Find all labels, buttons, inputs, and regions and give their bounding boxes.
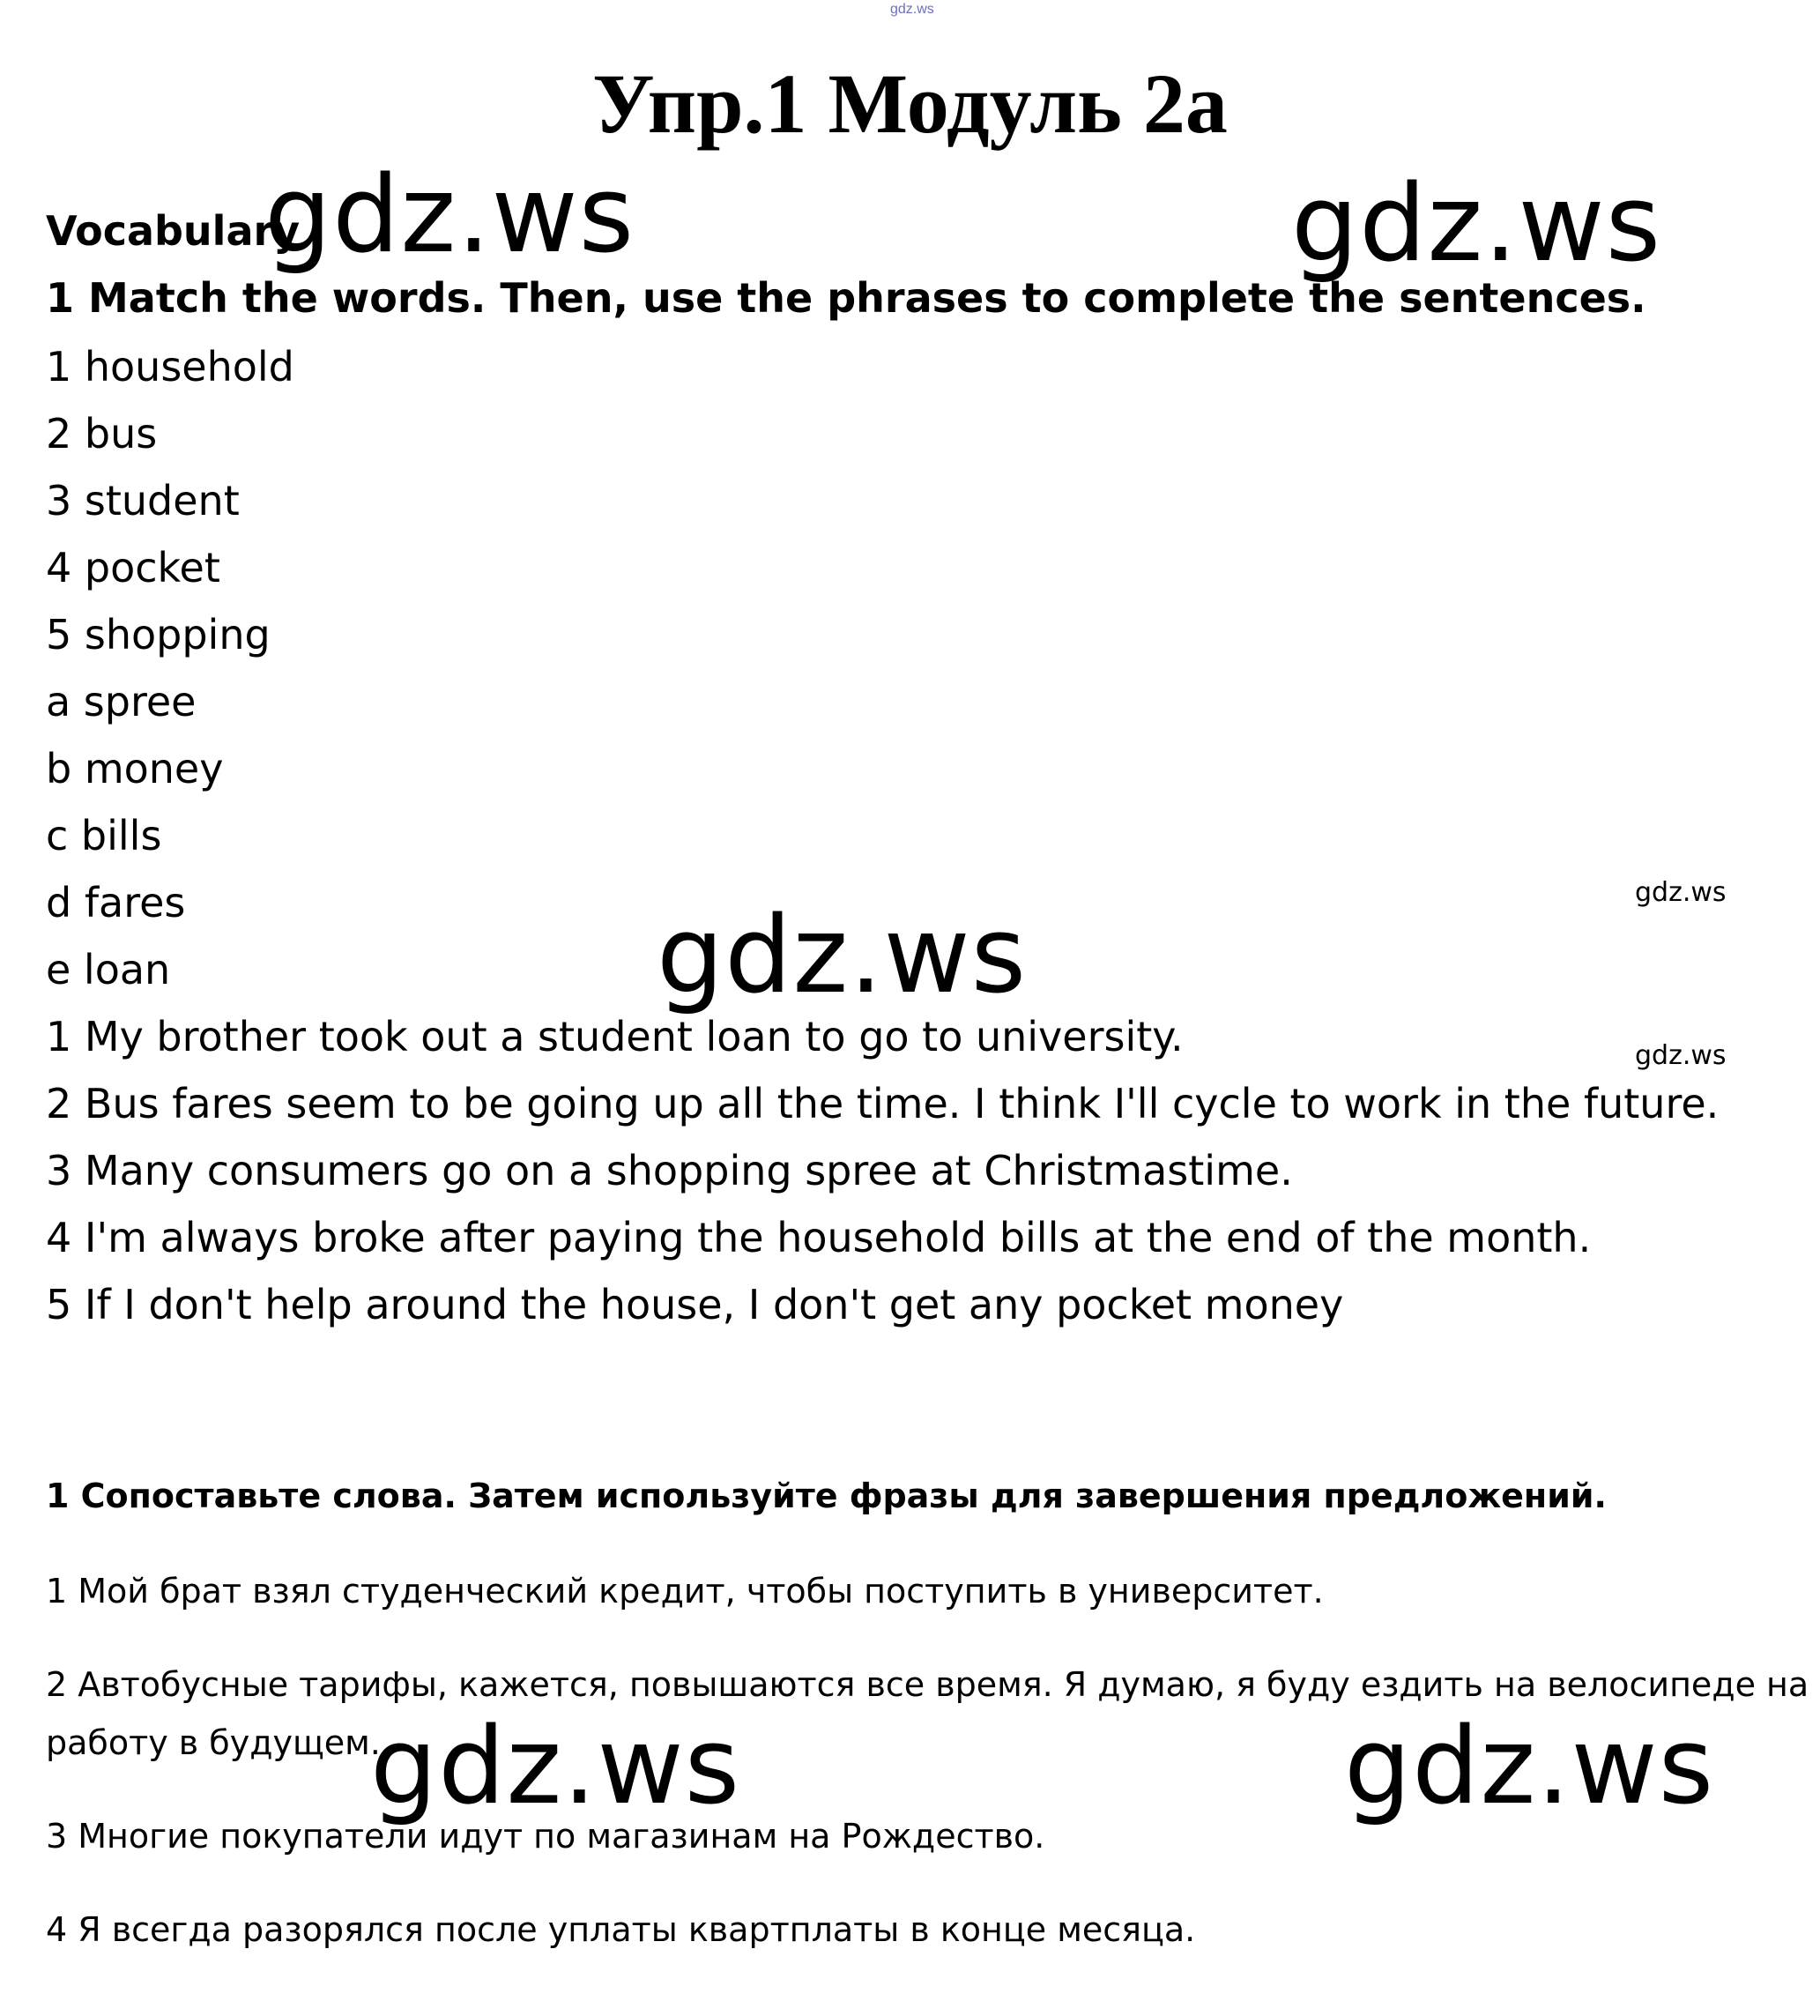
sentence-ru: работу в будущем.: [46, 1723, 381, 1762]
sentence-en: 5 If I don't help around the house, I don't get any pocket money: [46, 1281, 1344, 1328]
word-item: e loan: [46, 946, 171, 993]
word-item: 1 household: [46, 343, 294, 391]
watermark-large: gdz.ws: [264, 154, 635, 277]
section-heading: Vocabulary: [46, 207, 301, 255]
sentence-ru: 2 Автобусные тарифы, кажется, повышаются все время. Я думаю, я буду ездить на велосипеде на: [46, 1665, 1809, 1704]
word-item: c bills: [46, 812, 162, 859]
watermark-large: gdz.ws: [1291, 163, 1662, 286]
watermark-large: gdz.ws: [657, 895, 1028, 1017]
word-item: 5 shopping: [46, 611, 271, 658]
page-title: Упр.1 Модуль 2а: [592, 56, 1228, 151]
sentence-ru: 1 Мой брат взял студенческий кредит, чтобы поступить в университет.: [46, 1572, 1324, 1611]
top-watermark: gdz.ws: [890, 2, 934, 17]
sentence-en: 3 Many consumers go on a shopping spree at Christmastime.: [46, 1147, 1293, 1194]
sentence-en: 4 I'm always broke after paying the household bills at the end of the month.: [46, 1214, 1592, 1261]
watermark-small: gdz.ws: [1635, 1040, 1727, 1071]
word-item: 4 pocket: [46, 544, 220, 591]
word-item: 3 student: [46, 477, 240, 524]
watermark-small: gdz.ws: [1635, 877, 1727, 908]
instruction-ru: 1 Сопоставьте слова. Затем используйте фразы для завершения предложений.: [46, 1477, 1607, 1515]
watermark-large: gdz.ws: [1344, 1706, 1715, 1828]
watermark-large: gdz.ws: [370, 1706, 741, 1828]
word-item: 2 bus: [46, 410, 158, 458]
word-item: d fares: [46, 879, 186, 926]
sentence-en: 1 My brother took out a student loan to go to university.: [46, 1013, 1184, 1060]
sentence-ru: 3 Многие покупатели идут по магазинам на Рождество.: [46, 1817, 1045, 1856]
instruction-en: 1 Match the words. Then, use the phrases to complete the sentences.: [46, 274, 1646, 322]
word-item: b money: [46, 745, 224, 792]
word-item: a spree: [46, 678, 197, 725]
sentence-ru: 4 Я всегда разорялся после уплаты квартплаты в конце месяца.: [46, 1910, 1196, 1949]
sentence-en: 2 Bus fares seem to be going up all the time. I think I'll cycle to work in the future.: [46, 1080, 1720, 1127]
